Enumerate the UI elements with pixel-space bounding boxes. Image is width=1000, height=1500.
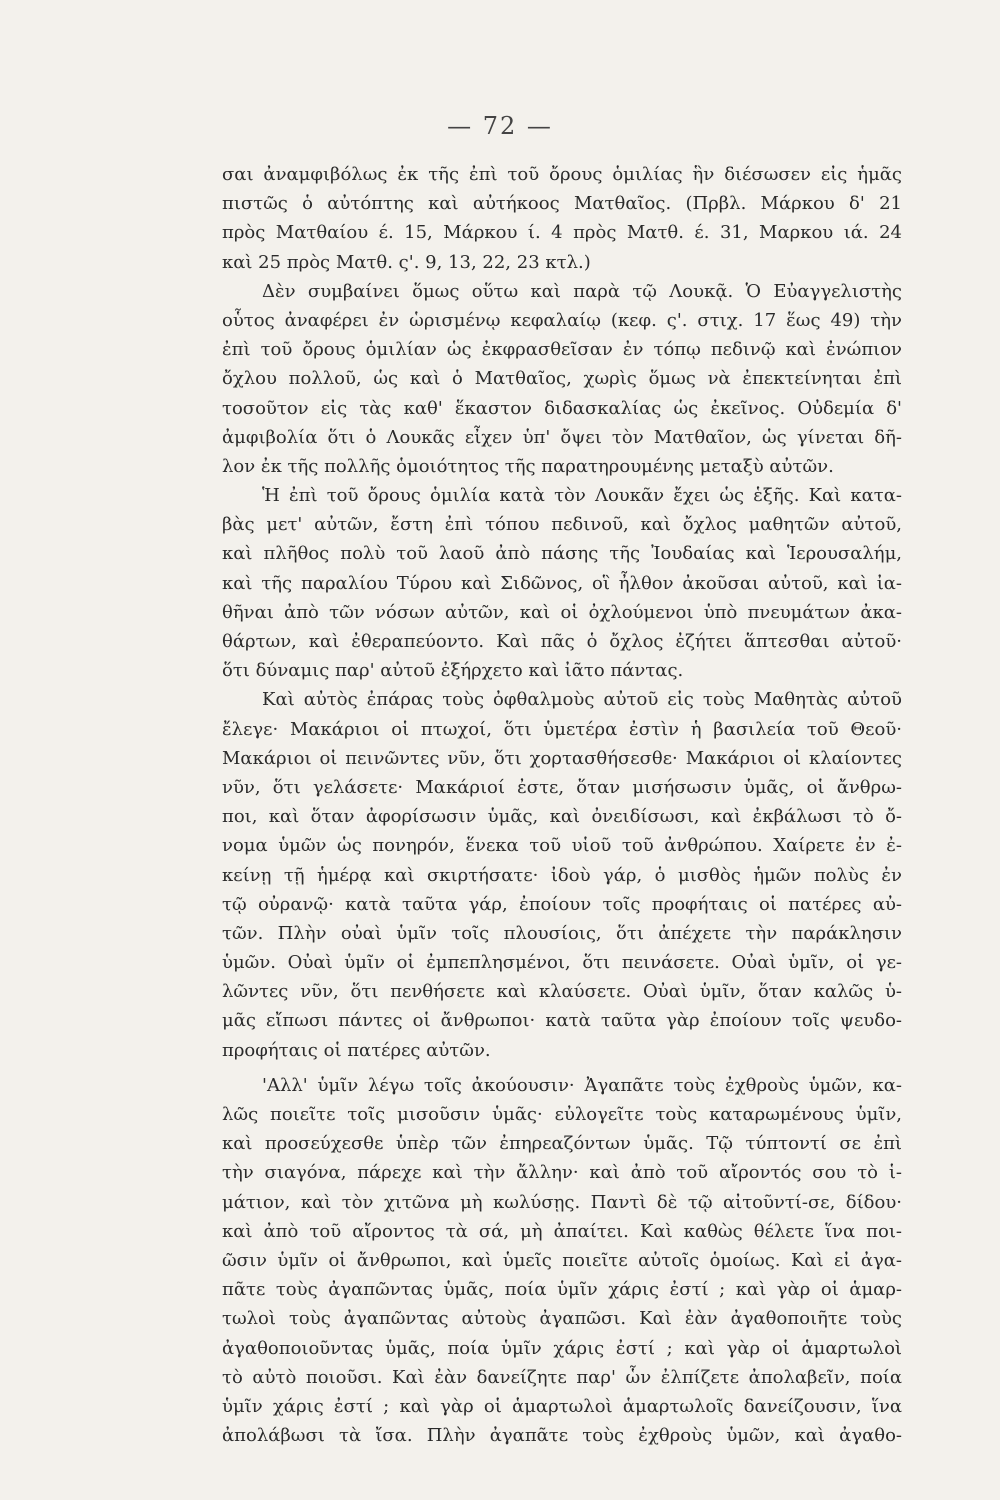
text-line: τὸ αὐτὸ ποιοῦσι. Καὶ ἐὰν δανείζητε παρ' ὧν ἐλπίζετε ἀπολαβεῖν, ποία (222, 1366, 902, 1388)
text-line: προφήταις οἱ πατέρες αὐτῶν. (222, 1039, 491, 1061)
text-line: πιστῶς ὁ αὐτόπτης καὶ αὐτήκοος Ματθαῖος. (Πρβλ. Μάρκου δ' 21 (222, 193, 902, 215)
text-line: ῶσιν ὑμῖν οἱ ἄνθρωποι, καὶ ὑμεῖς ποιεῖτε αὐτοῖς ὁμοίως. Καὶ εἰ ἀγα- (222, 1249, 902, 1271)
text-line: ποι, καὶ ὅταν ἀφορίσωσιν ὑμᾶς, καὶ ὀνειδίσωσι, καὶ ἐκβάλωσι τὸ ὄ- (222, 806, 902, 828)
text-line: ὑμῖν χάρις ἐστί ; καὶ γὰρ οἱ ἁμαρτωλοὶ ἁμαρτωλοῖς δανείζουσιν, ἵνα (222, 1395, 902, 1417)
text-line: πᾶτε τοὺς ἀγαπῶντας ὑμᾶς, ποία ὑμῖν χάρις ἐστί ; καὶ γὰρ οἱ ἁμαρ- (222, 1279, 902, 1301)
text-line: νομα ὑμῶν ὡς πονηρόν, ἕνεκα τοῦ υἱοῦ τοῦ ἀνθρώπου. Χαίρετε ἐν ἐ- (222, 835, 902, 857)
text-line: ὄχλου πολλοῦ, ὡς καὶ ὁ Ματθαῖος, χωρὶς ὅμως νὰ ἐπεκτείνηται ἐπὶ (222, 368, 902, 390)
text-line: σαι ἀναμφιβόλως ἐκ τῆς ἐπὶ τοῦ ὄρους ὁμιλίας ἣν διέσωσεν εἰς ἡμᾶς (222, 164, 902, 185)
text-line: οὗτος ἀναφέρει ἐν ὡρισμένῳ κεφαλαίῳ (κεφ. ς'. στιχ. 17 ἕως 49) τὴν (222, 309, 902, 331)
text-line: ἐπὶ τοῦ ὄρους ὁμιλίαν ὡς ἐκφρασθεῖσαν ἐν τόπῳ πεδινῷ καὶ ἐνώπιον (222, 339, 902, 361)
page-number: — 72 — (447, 112, 553, 140)
text-line: ἀπολάβωσι τὰ ἴσα. Πλὴν ἀγαπᾶτε τοὺς ἐχθροὺς ὑμῶν, καὶ ἀγαθο- (222, 1425, 902, 1447)
text-line: νῦν, ὅτι γελάσετε· Μακάριοί ἐστε, ὅταν μισήσωσιν ὑμᾶς, οἱ ἄνθρω- (222, 776, 902, 798)
text-line: ἀγαθοποιοῦντας ὑμᾶς, ποία ὑμῖν χάρις ἐστί ; καὶ γὰρ οἱ ἁμαρτωλοὶ (222, 1337, 902, 1359)
text-line: βὰς μετ' αὐτῶν, ἔστη ἐπὶ τόπου πεδινοῦ, καὶ ὄχλος μαθητῶν αὐτοῦ, (222, 514, 902, 536)
text-line: λον ἐκ τῆς πολλῆς ὁμοιότητος τῆς παρατηρουμένης μεταξὺ αὐτῶν. (222, 455, 834, 477)
body-text (222, 160, 902, 1450)
text-line: Μακάριοι οἱ πεινῶντες νῦν, ὅτι χορτασθήσεσθε· Μακάριοι οἱ κλαίοντες (222, 747, 902, 769)
text-line: Δὲν συμβαίνει ὅμως οὕτω καὶ παρὰ τῷ Λουκᾷ. Ὁ Εὐαγγελιστὴς (262, 280, 902, 302)
text-line: Καὶ αὐτὸς ἐπάρας τοὺς ὀφθαλμοὺς αὐτοῦ εἰς τοὺς Μαθητὰς αὐτοῦ (262, 689, 902, 711)
text-line: καὶ τῆς παραλίου Τύρου καὶ Σιδῶνος, οἳ ἦλθον ἀκοῦσαι αὐτοῦ, καὶ ἰα- (222, 572, 902, 594)
text-line: ἀμφιβολία ὅτι ὁ Λουκᾶς εἶχεν ὑπ' ὄψει τὸν Ματθαῖον, ὡς γίνεται δῆ- (222, 426, 902, 448)
text-line: θῆναι ἀπὸ τῶν νόσων αὐτῶν, καὶ οἱ ὀχλούμενοι ὑπὸ πνευμάτων ἀκα- (222, 601, 902, 623)
text-line: λῶντες νῦν, ὅτι πενθήσετε καὶ κλαύσετε. Οὐαὶ ὑμῖν, ὅταν καλῶς ὑ- (222, 981, 902, 1003)
text-line: τὴν σιαγόνα, πάρεχε καὶ τὴν ἄλλην· καὶ ἀπὸ τοῦ αἴροντός σου τὸ ἱ- (222, 1162, 902, 1184)
text-line: καὶ 25 πρὸς Ματθ. ς'. 9, 13, 22, 23 κτλ.) (222, 251, 591, 273)
text-line: ἔλεγε· Μακάριοι οἱ πτωχοί, ὅτι ὑμετέρα ἐστὶν ἡ βασιλεία τοῦ Θεοῦ· (222, 718, 902, 740)
text-line: λῶς ποιεῖτε τοῖς μισοῦσιν ὑμᾶς· εὐλογεῖτε τοὺς καταρωμένους ὑμῖν, (222, 1104, 902, 1125)
text-line: ὑμῶν. Οὐαὶ ὑμῖν οἱ ἐμπεπλησμένοι, ὅτι πεινάσετε. Οὐαὶ ὑμῖν, οἱ γε- (222, 952, 902, 974)
text-line: 'Αλλ' ὑμῖν λέγω τοῖς ἀκούουσιν· Ἀγαπᾶτε τοὺς ἐχθροὺς ὑμῶν, κα- (262, 1074, 902, 1096)
text-line: ὅτι δύναμις παρ' αὐτοῦ ἐξήρχετο καὶ ἰᾶτο πάντας. (222, 660, 684, 682)
text-line: καὶ προσεύχεσθε ὑπὲρ τῶν ἐπηρεαζόντων ὑμᾶς. Τῷ τύπτοντί σε ἐπὶ (222, 1133, 902, 1155)
text-line: μᾶς εἴπωσι πάντες οἱ ἄνθρωποι· κατὰ ταῦτα γὰρ ἐποίουν τοῖς ψευδο- (222, 1010, 902, 1032)
text-line: πρὸς Ματθαίου έ. 15, Μάρκου ί. 4 πρὸς Ματθ. έ. 31, Μαρκου ιά. 24 (222, 222, 902, 244)
text-line: θάρτων, καὶ ἐθεραπεύοντο. Καὶ πᾶς ὁ ὄχλος ἐζήτει ἅπτεσθαι αὐτοῦ· (222, 631, 902, 652)
text-line: τωλοὶ τοὺς ἀγαπῶντας αὐτοὺς ἀγαπῶσι. Καὶ ἐὰν ἀγαθοποιῆτε τοὺς (222, 1308, 902, 1330)
text-line: Ἡ ἐπὶ τοῦ ὄρους ὁμιλία κατὰ τὸν Λουκᾶν ἔχει ὡς ἑξῆς. Καὶ κατα- (262, 485, 902, 507)
text-line: τῷ οὐρανῷ· κατὰ ταῦτα γάρ, ἐποίουν τοῖς προφήταις οἱ πατέρες αὐ- (222, 893, 902, 915)
text-line: κείνῃ τῇ ἡμέρᾳ καὶ σκιρτήσατε· ἰδοὺ γάρ, ὁ μισθὸς ἡμῶν πολὺς ἐν (222, 864, 902, 886)
text-line: καὶ ἀπὸ τοῦ αἴροντος τὰ σά, μὴ ἀπαίτει. Καὶ καθὼς θέλετε ἵνα ποι- (222, 1220, 902, 1242)
text-line: τοσοῦτον εἰς τὰς καθ' ἕκαστον διδασκαλίας ὡς ἐκεῖνος. Οὐδεμία δ' (222, 397, 902, 419)
text-line: καὶ πλῆθος πολὺ τοῦ λαοῦ ἀπὸ πάσης τῆς Ἰουδαίας καὶ Ἱερουσαλήμ, (222, 543, 902, 565)
text-line: μάτιον, καὶ τὸν χιτῶνα μὴ κωλύσῃς. Παντὶ δὲ τῷ αἰτοῦντί-σε, δίδου· (222, 1191, 902, 1213)
text-line: τῶν. Πλὴν οὐαὶ ὑμῖν τοῖς πλουσίοις, ὅτι ἀπέχετε τὴν παράκλησιν (222, 922, 902, 944)
